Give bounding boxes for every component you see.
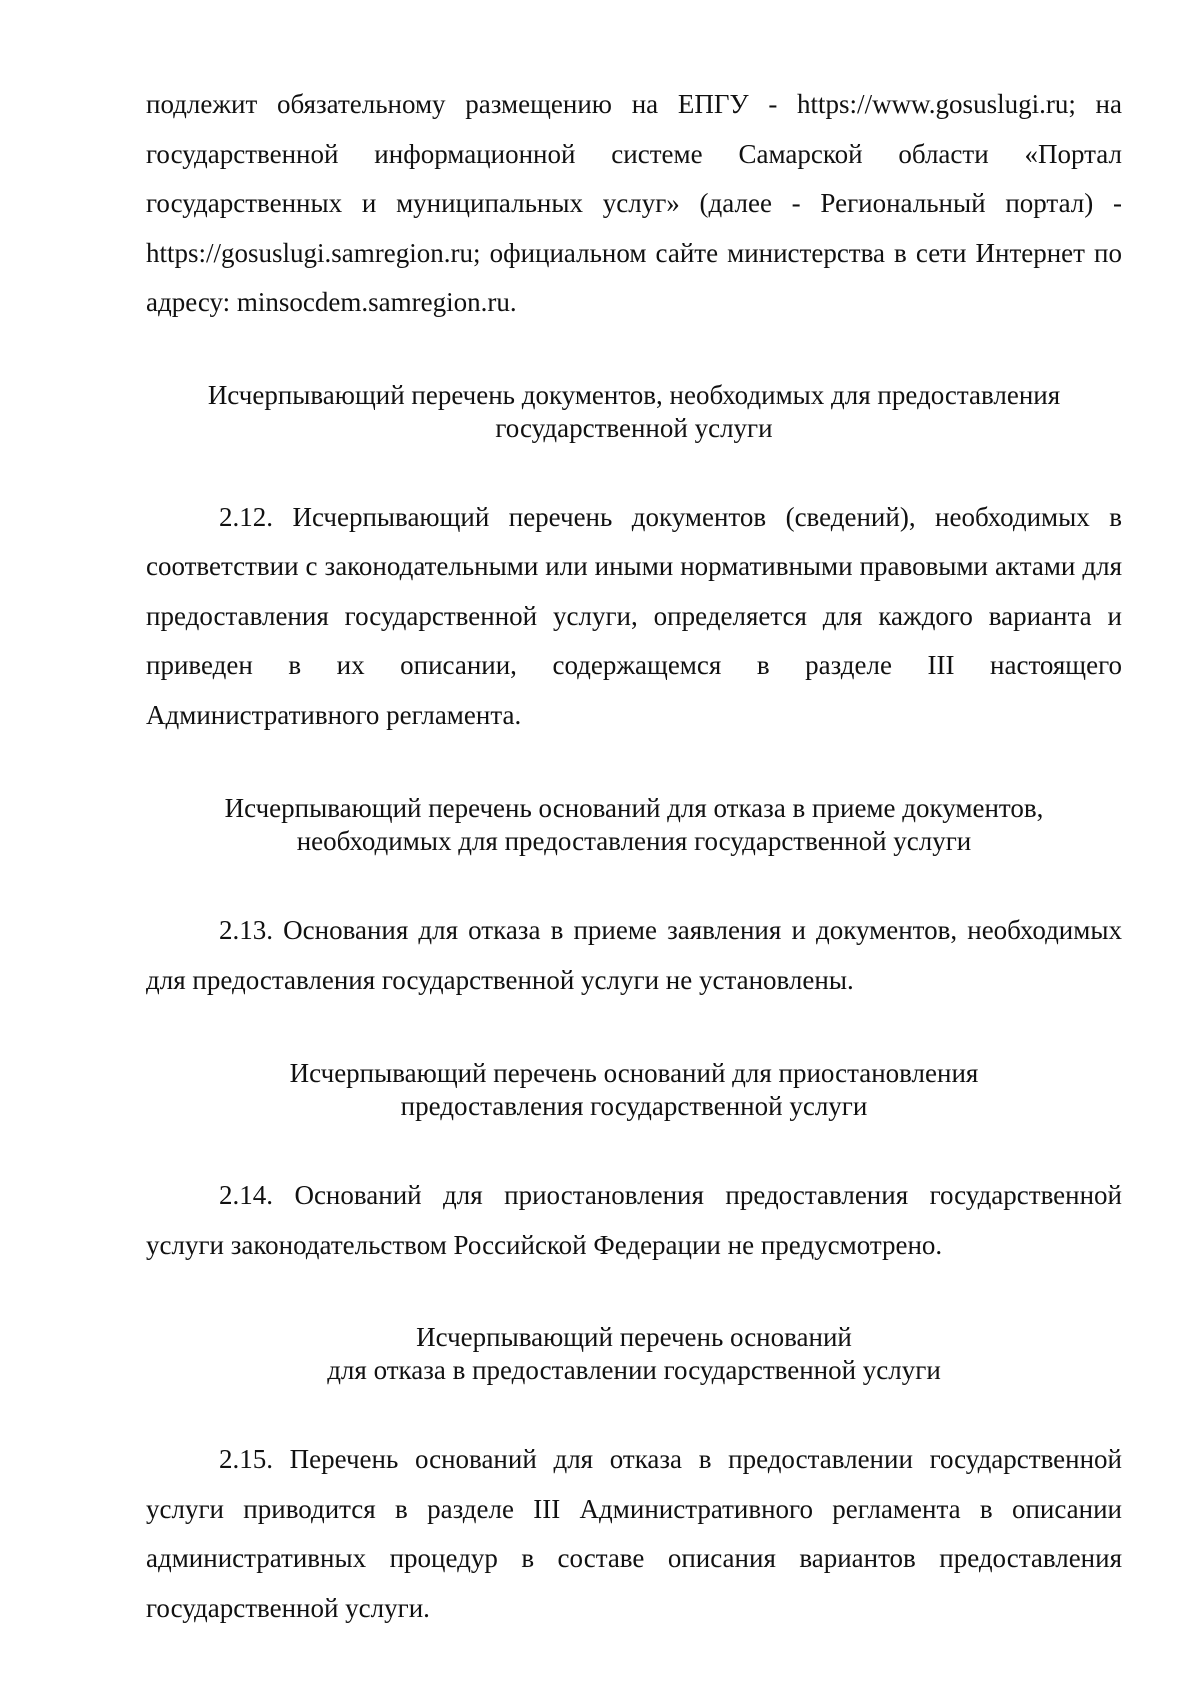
intro-paragraph: подлежит обязательному размещению на ЕПГУ - https://www.gosuslugi.ru; на государственной информационной системе Самарской области «Портал государственных и муниципальных услуг» (далее - Региональный портал) - https://gosuslugi.samregion.ru; официальном сайте министерства в сети Интернет по адресу: minsocdem.samregion.ru. — [146, 89, 1122, 317]
heading-line: Исчерпывающий перечень оснований для приостановления — [289, 1058, 979, 1088]
section-heading-refusal-service — [146, 1321, 1122, 1387]
heading-line: государственной услуги — [495, 412, 773, 443]
document-page — [146, 80, 1122, 1633]
paragraph-2-14: 2.14. Оснований для приостановления предоставления государственной услуги законодательством Российской Федерации не предусмотрено. — [146, 1180, 1122, 1260]
heading-line: Исчерпывающий перечень документов, необходимых для предоставления — [207, 379, 1061, 410]
heading-line: Исчерпывающий перечень оснований для отказа в приеме документов, — [224, 793, 1044, 823]
paragraph-2-12: 2.12. Исчерпывающий перечень документов (сведений), необходимых в соответствии с законодательными или иными нормативными правовыми актами для предоставления государственной услуги, определяется для каждого варианта и приведен в их описании, содержащемся в разделе III настоящего Административного регламента. — [146, 501, 1122, 730]
section-heading-refusal-acceptance — [146, 792, 1122, 858]
section-heading-suspension — [146, 1057, 1122, 1123]
paragraph-2-13: 2.13. Основания для отказа в приеме заявления и документов, необходимых для предоставления государственной услуги не установлены. — [146, 915, 1122, 995]
paragraph-2-15: 2.15. Перечень оснований для отказа в предоставлении государственной услуги приводится в разделе III Административного регламента в описании административных процедур в составе описания вариантов предоставления государственной услуги. — [146, 1444, 1122, 1623]
heading-line: предоставления государственной услуги — [400, 1091, 868, 1121]
heading-line: необходимых для предоставления государственной услуги — [296, 826, 972, 856]
heading-line: для отказа в предоставлении государственной услуги — [327, 1355, 941, 1385]
section-heading-documents — [146, 379, 1122, 445]
heading-line: Исчерпывающий перечень оснований — [416, 1322, 852, 1352]
